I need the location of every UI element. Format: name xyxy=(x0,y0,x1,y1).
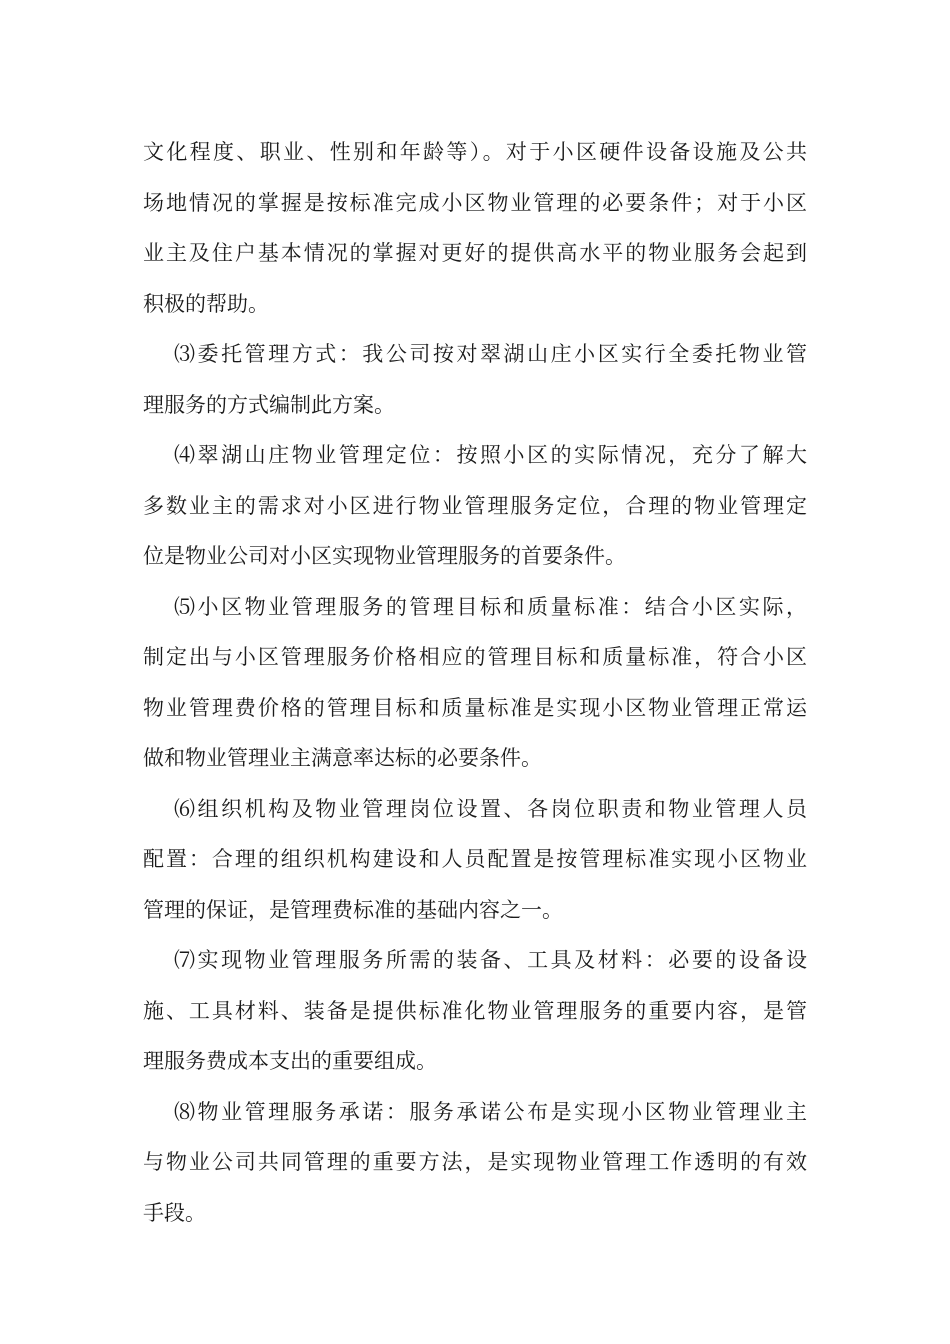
text-line: 物业管理费价格的管理目标和质量标准是实现小区物业管理正常运 xyxy=(143,695,807,720)
paragraph-item-3 xyxy=(143,329,807,430)
text-line: 业主及住户基本情况的掌握对更好的提供高水平的物业服务会起到 xyxy=(143,241,807,265)
text-line: 做和物业管理业主满意率达标的必要条件。 xyxy=(143,746,542,770)
text-line: 施、工具材料、装备是提供标准化物业管理服务的重要内容，是管 xyxy=(143,998,807,1023)
text-line: 配置：合理的组织机构建设和人员配置是按管理标准实现小区物业 xyxy=(143,847,807,871)
text-line: 制定出与小区管理服务价格相应的管理目标和质量标准，符合小区 xyxy=(143,645,807,669)
text-line: 手段。 xyxy=(143,1200,206,1225)
text-line: 理服务费成本支出的重要组成。 xyxy=(143,1049,437,1073)
text-line: 与物业公司共同管理的重要方法，是实现物业管理工作透明的有效 xyxy=(143,1150,807,1174)
paragraph-continuation xyxy=(143,127,807,329)
text-line: 积极的帮助。 xyxy=(143,291,269,316)
text-line: ⑺实现物业管理服务所需的装备、工具及材料：必要的设备设 xyxy=(174,948,807,972)
paragraph-item-6 xyxy=(143,784,807,936)
text-line: 理服务的方式编制此方案。 xyxy=(143,392,395,417)
paragraph-item-7 xyxy=(143,935,807,1087)
text-line: ⑻物业管理服务承诺：服务承诺公布是实现小区物业管理业主 xyxy=(174,1099,807,1124)
paragraph-item-5 xyxy=(143,582,807,784)
text-line: ⑷翠湖山庄物业管理定位：按照小区的实际情况，充分了解大 xyxy=(174,443,807,467)
text-line: 管理的保证，是管理费标准的基础内容之一。 xyxy=(143,897,563,922)
text-line: 场地情况的掌握是按标准完成小区物业管理的必要条件；对于小区 xyxy=(143,190,807,215)
text-line: 文化程度、职业、性别和年龄等）。对于小区硬件设备设施及公共 xyxy=(143,140,807,164)
paragraph-item-4 xyxy=(143,430,807,582)
paragraph-item-8 xyxy=(143,1087,807,1239)
text-line: ⑶委托管理方式：我公司按对翠湖山庄小区实行全委托物业管 xyxy=(174,342,807,366)
document-body xyxy=(143,127,807,1238)
text-line: ⑸小区物业管理服务的管理目标和质量标准：结合小区实际， xyxy=(174,594,807,619)
text-line: 多数业主的需求对小区进行物业管理服务定位，合理的物业管理定 xyxy=(143,493,807,518)
text-line: 位是物业公司对小区实现物业管理服务的首要条件。 xyxy=(143,544,626,568)
text-line: ⑹组织机构及物业管理岗位设置、各岗位职责和物业管理人员 xyxy=(174,796,807,821)
